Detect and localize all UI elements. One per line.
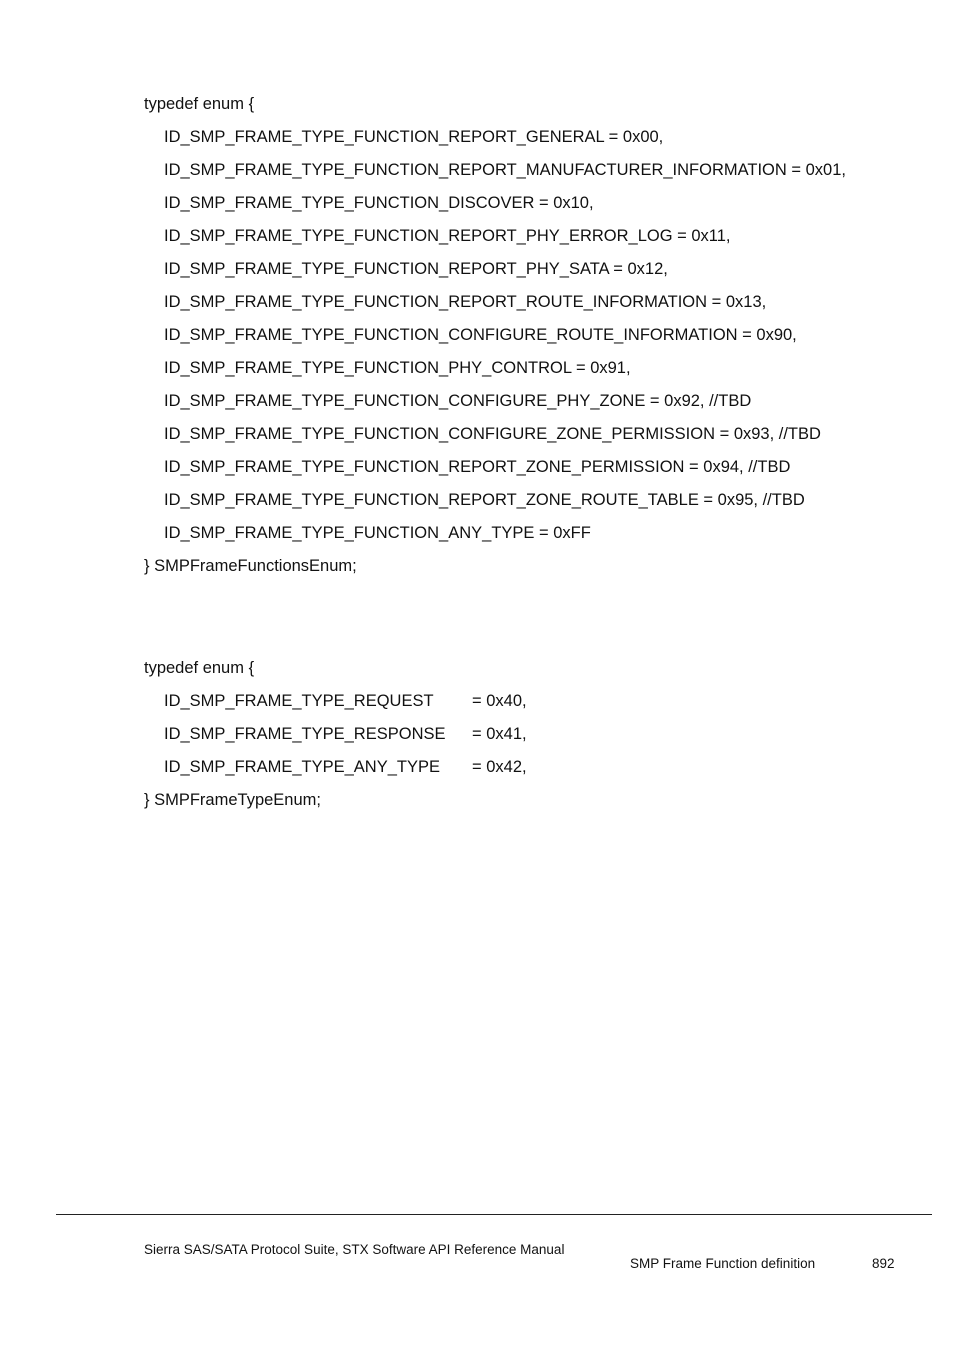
enum-member [144,751,527,784]
enum-member: ID_SMP_FRAME_TYPE_FUNCTION_DISCOVER = 0x10, [164,194,594,212]
enum-member-name: ID_SMP_FRAME_TYPE_RESPONSE [164,725,446,743]
enum-member-name: ID_SMP_FRAME_TYPE_ANY_TYPE [164,758,441,776]
enum-member: ID_SMP_FRAME_TYPE_FUNCTION_CONFIGURE_ZONE_PERMISSION = 0x93, //TBD [164,425,821,443]
enum-close: } SMPFrameFunctionsEnum; [144,557,357,575]
enum-member-value: = 0x40, [472,692,527,710]
enum-member: ID_SMP_FRAME_TYPE_FUNCTION_REPORT_PHY_SATA = 0x12, [164,260,668,278]
enum-open: typedef enum { [144,95,255,113]
footer-manual-title: Sierra SAS/SATA Protocol Suite, STX Software API Reference Manual [144,1242,565,1257]
enum-member: ID_SMP_FRAME_TYPE_FUNCTION_CONFIGURE_ROUTE_INFORMATION = 0x90, [164,326,797,344]
enum-member: ID_SMP_FRAME_TYPE_FUNCTION_CONFIGURE_PHY_ZONE = 0x92, //TBD [164,392,752,410]
enum-member-value: = 0x41, [472,725,527,743]
smp-frame-type-enum [144,652,527,817]
footer-section-title: SMP Frame Function definition [630,1256,816,1271]
enum-open: typedef enum { [144,659,255,677]
enum-member: ID_SMP_FRAME_TYPE_FUNCTION_ANY_TYPE = 0xFF [164,524,591,542]
enum-member: ID_SMP_FRAME_TYPE_FUNCTION_REPORT_ZONE_PERMISSION = 0x94, //TBD [164,458,791,476]
enum-member [144,718,527,751]
enum-member-value: = 0x42, [472,758,527,776]
enum-member: ID_SMP_FRAME_TYPE_FUNCTION_REPORT_GENERAL = 0x00, [164,128,664,146]
enum-member: ID_SMP_FRAME_TYPE_FUNCTION_REPORT_PHY_ERROR_LOG = 0x11, [164,227,731,245]
enum-member: ID_SMP_FRAME_TYPE_FUNCTION_REPORT_ZONE_ROUTE_TABLE = 0x95, //TBD [164,491,805,509]
enum-member: ID_SMP_FRAME_TYPE_FUNCTION_REPORT_MANUFACTURER_INFORMATION = 0x01, [164,161,846,179]
enum-member [144,685,527,718]
enum-member: ID_SMP_FRAME_TYPE_FUNCTION_PHY_CONTROL = 0x91, [164,359,631,377]
enum-member-name: ID_SMP_FRAME_TYPE_REQUEST [164,692,434,710]
smp-frame-functions-enum [144,88,846,583]
enum-member: ID_SMP_FRAME_TYPE_FUNCTION_REPORT_ROUTE_INFORMATION = 0x13, [164,293,767,311]
footer-page-number: 892 [872,1256,895,1271]
enum-close: } SMPFrameTypeEnum; [144,791,321,809]
footer-divider [56,1214,932,1215]
